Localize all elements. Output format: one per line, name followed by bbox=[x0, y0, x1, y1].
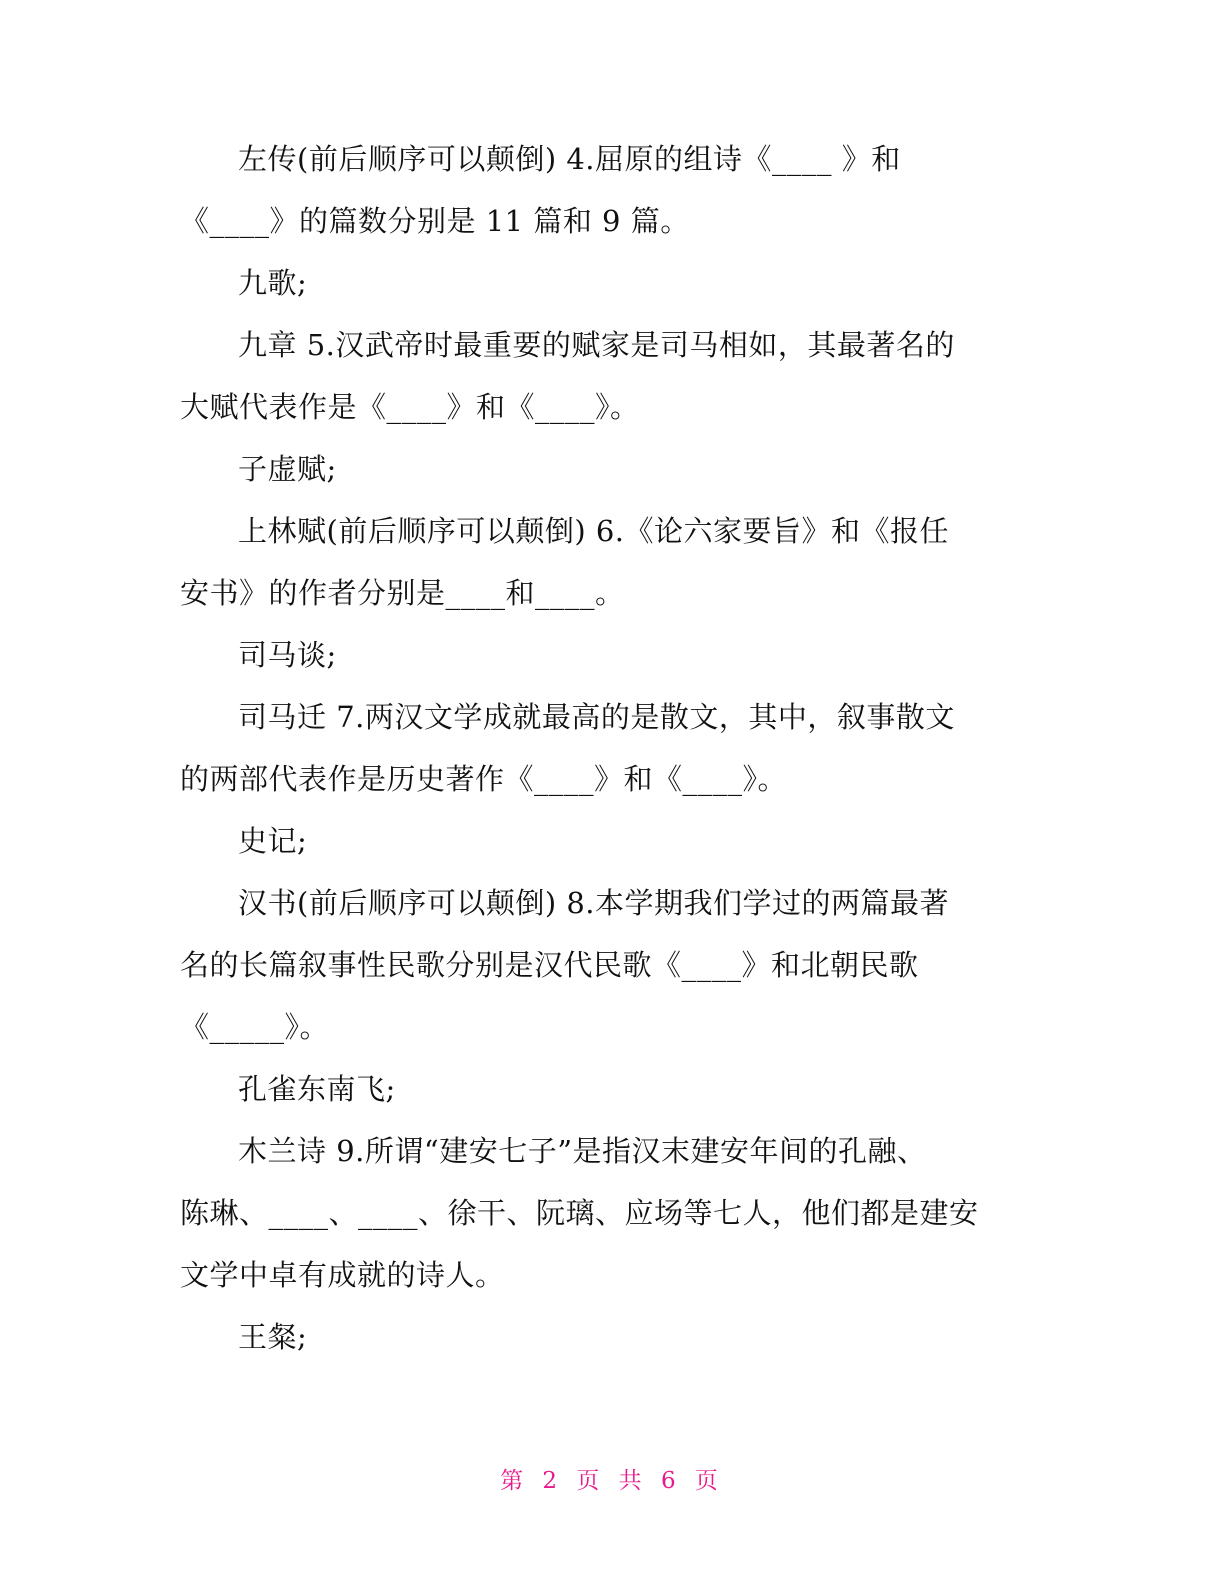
document-body bbox=[180, 128, 1040, 1368]
answer-line: 王粲; bbox=[238, 1320, 308, 1354]
text-line: 《_____》。 bbox=[180, 1010, 330, 1044]
answer-line: 孔雀东南飞; bbox=[238, 1072, 396, 1106]
text-line: 大赋代表作是《____》和《____》。 bbox=[180, 390, 640, 424]
answer-line: 九歌; bbox=[238, 266, 308, 300]
page-number-footer: 第 2 页 共 6 页 bbox=[500, 1468, 724, 1494]
text-line: 《____》的篇数分别是 11 篇和 9 篇。 bbox=[180, 204, 690, 238]
text-line: 九章 5.汉武帝时最重要的赋家是司马相如，其最著名的 bbox=[238, 328, 955, 362]
text-line: 左传(前后顺序可以颠倒) 4.屈原的组诗《____ 》和 bbox=[238, 142, 901, 176]
text-line: 汉书(前后顺序可以颠倒) 8.本学期我们学过的两篇最著 bbox=[238, 886, 950, 920]
text-line: 的两部代表作是历史著作《____》和《____》。 bbox=[180, 762, 788, 796]
answer-line: 子虚赋; bbox=[238, 452, 337, 486]
text-line: 司马迁 7.两汉文学成就最高的是散文，其中，叙事散文 bbox=[238, 700, 955, 734]
text-line: 陈琳、____、____、徐干、阮璃、应场等七人，他们都是建安 bbox=[180, 1196, 979, 1230]
answer-line: 司马谈; bbox=[238, 638, 337, 672]
text-line: 木兰诗 9.所谓“建安七子”是指汉末建安年间的孔融、 bbox=[238, 1134, 927, 1168]
text-line: 名的长篇叙事性民歌分别是汉代民歌《____》和北朝民歌 bbox=[180, 948, 919, 982]
text-line: 上林赋(前后顺序可以颠倒) 6.《论六家要旨》和《报任 bbox=[238, 514, 950, 548]
answer-line: 史记; bbox=[238, 824, 308, 858]
text-line: 安书》的作者分别是____和____。 bbox=[180, 576, 625, 610]
text-line: 文学中卓有成就的诗人。 bbox=[180, 1258, 505, 1292]
